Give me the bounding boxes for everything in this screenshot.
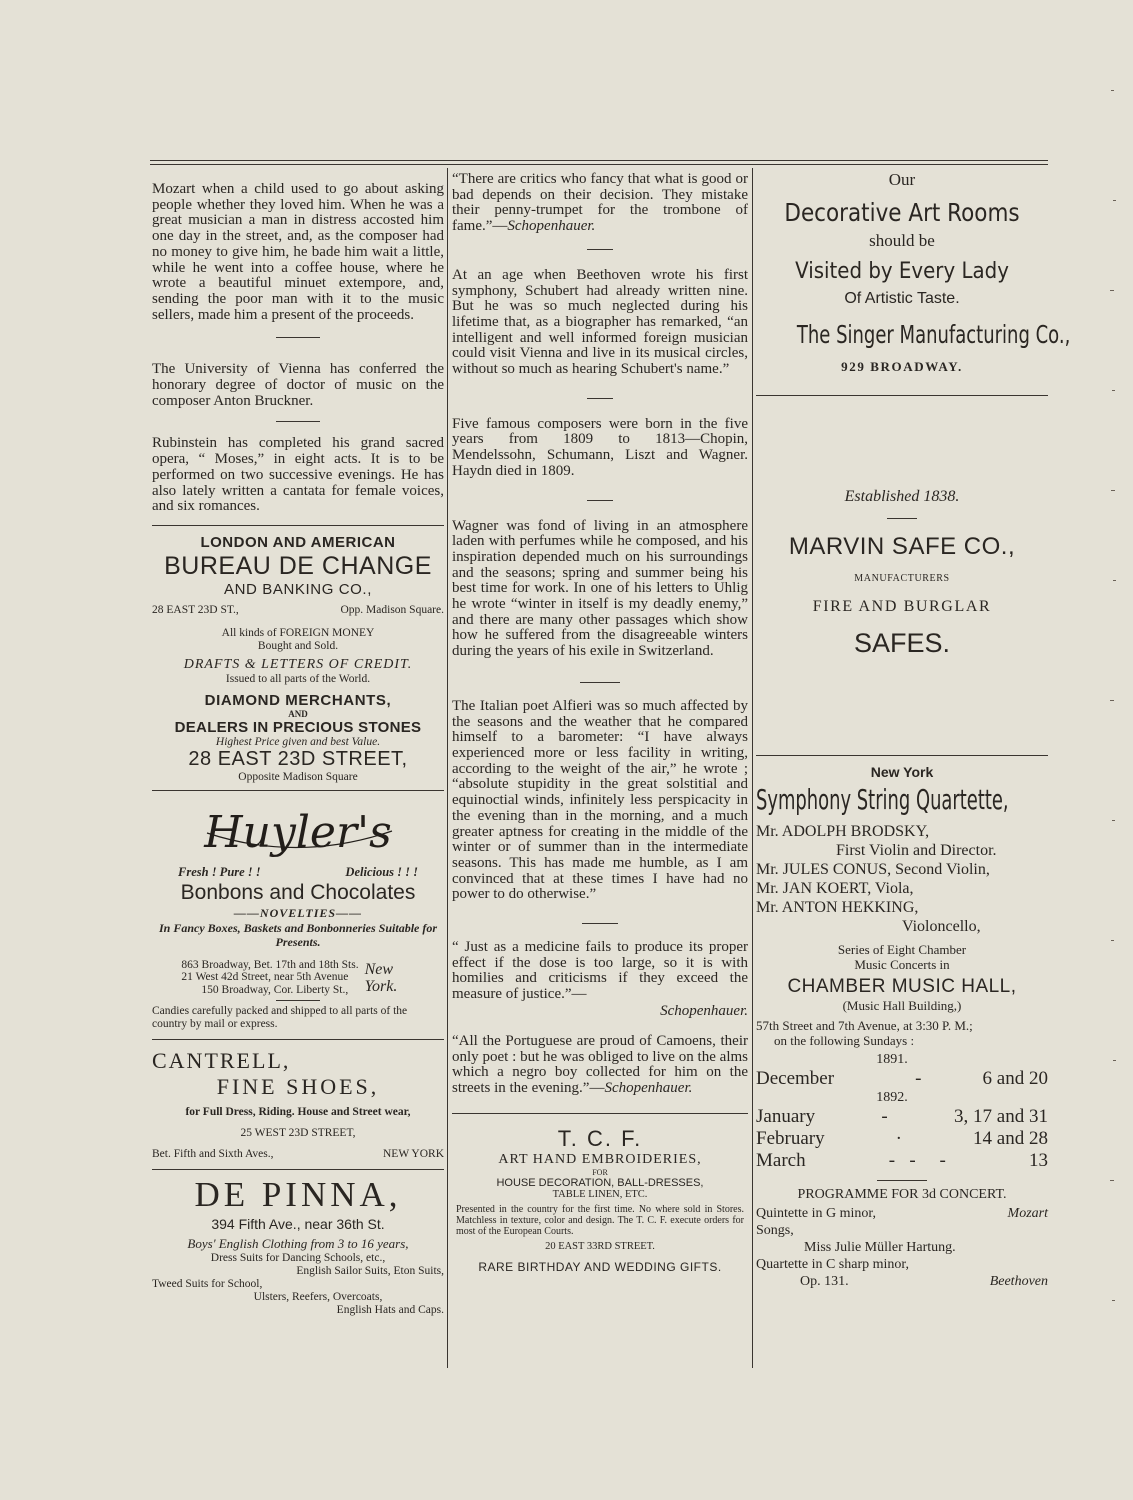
huylers-addresses [152, 959, 444, 997]
de-pinna-ad [152, 1176, 444, 1317]
quartette-ad [756, 756, 1048, 1290]
cantrell-ad [152, 1048, 444, 1161]
tcf-rare: RARE BIRTHDAY AND WEDDING GIFTS. [478, 1259, 722, 1274]
huylers-fancy: In Fancy Boxes, Baskets and Bonbonneries Suitable for Presents. [158, 920, 438, 949]
mozart-paragraph: Mozart when a child used to go about asking people whether they loved him. When he was a great musician a man in distress accosted him one day in the street, and, as the composer had no money to give him, he bade him wait a little, while he went into a coffee house, where he wrote a beautiful minuet extempore, and, sending the poor man with it to the music sellers, made him a present of the proceeds. [152, 181, 444, 323]
bureau-de-change-ad [152, 534, 444, 784]
bureau-address: 28 EAST 23D ST., [152, 603, 239, 616]
year-1891: 1891. [876, 1052, 908, 1067]
critics-attribution: Schopenhauer. [507, 218, 596, 235]
bureau-address-row [152, 604, 444, 617]
bureau-line1: LONDON AND AMERICAN [200, 533, 396, 551]
bureau-line3: AND BANKING CO., [224, 580, 372, 598]
marvin-safe-ad [756, 396, 1048, 659]
bureau-issued: Issued to all parts of the World. [225, 672, 371, 685]
singer-visited: Visited by Every Lady [795, 259, 1009, 284]
huylers-novelties: ——NOVELTIES—— [233, 905, 363, 920]
bureau-opposite: Opp. Madison Square. [340, 603, 444, 616]
ad-rule [152, 525, 444, 526]
marvin-established: Established 1838. [844, 488, 960, 505]
depinna-l4: Ulsters, Reefers, Overcoats, [253, 1291, 383, 1304]
bureau-foreign-money: All kinds of FOREIGN MONEY Bought and Sold. [221, 626, 375, 652]
month-february: February [756, 1128, 825, 1149]
series-line2: Music Concerts in [854, 957, 950, 972]
depinna-name: DE PINNA, [194, 1175, 402, 1215]
ad-rule [452, 1113, 748, 1114]
programme [756, 1205, 1048, 1290]
cantrell-row [152, 1148, 444, 1161]
tcf-address: 20 EAST 33RD STREET. [545, 1240, 655, 1252]
huylers-addr1: 863 Broadway, Bet. 17th and 18th Sts. [181, 958, 359, 971]
huylers-fresh: Fresh ! Pure ! ! [178, 864, 261, 879]
huylers-bonbons: Bonbons and Chocolates [180, 880, 416, 904]
separator [276, 1000, 320, 1001]
bureau-diamond: DIAMOND MERCHANTS, [204, 691, 392, 709]
tcf-house: HOUSE DECORATION, BALL-DRESSES, [496, 1176, 704, 1189]
month-march: March [756, 1150, 806, 1171]
tcf-ad [452, 1126, 748, 1274]
column-divider-1 [447, 168, 448, 1368]
composer-beethoven: Beethoven [989, 1274, 1048, 1289]
huylers-logo-text: Huyler's [204, 806, 392, 858]
portuguese-attribution: Schopenhauer. [604, 1079, 693, 1096]
depinna-l3: Tweed Suits for School, [152, 1278, 263, 1291]
programme-item-3-row [756, 1273, 1048, 1290]
composers-paragraph: Five famous composers were born in the five years from 1809 to 1813—Chopin, Mendelssohn, Schumann, Liszt and Wagner. Haydn died in 1809. [452, 415, 748, 479]
date-row-march: March - - - 13 [756, 1150, 1048, 1171]
concert-time: 57th Street and 7th Avenue, at 3:30 P. M.; [756, 1018, 973, 1033]
tcf-art: ART HAND EMBROIDERIES, [498, 1151, 702, 1167]
depinna-l2: English Sailor Suits, Eton Suits, [296, 1265, 444, 1278]
huylers-ad [152, 803, 444, 1032]
programme-title: PROGRAMME FOR 3d CONCERT. [797, 1187, 1007, 1202]
separator [587, 398, 613, 399]
bureau-highest: Highest Price given and best Value. [215, 735, 381, 748]
date-row-january: January - 3, 17 and 31 [756, 1106, 1048, 1127]
music-hall-building: (Music Hall Building,) [842, 998, 962, 1013]
member-3: Mr. JAN KOERT, Viola, [756, 880, 914, 897]
member-1: Mr. ADOLPH BRODSKY, [756, 823, 930, 840]
programme-quartette: Quartette in C sharp minor, [756, 1257, 910, 1272]
portuguese-text: “All the Portuguese are proud of Camoens, their only poet : but he was obliged to live on the alms which a negro boy collected for him on the streets in the evening.”— [452, 1032, 748, 1096]
tcf-name: T. C. F. [557, 1125, 643, 1151]
separator [582, 923, 618, 924]
huylers-city: New York. [364, 960, 398, 995]
critics-text: “There are critics who fancy that what is good or bad depends on their decision. They mistake their penny-trumpet for the trombone of fame.”— [452, 171, 748, 235]
marvin-safes: SAFES. [853, 628, 951, 658]
beethoven-paragraph: At an age when Beethoven wrote his first symphony, Schubert had already written nine. But he was so much neglected during his lifetime that, as a biographer has remarked, “an intelligent and well informed foreign musician could visit Vienna and live in its musical circles, without so much as hearing Schubert's name.” [452, 266, 748, 378]
singer-address: 929 BROADWAY. [841, 359, 963, 374]
marvin-manufacturers: MANUFACTURERS [854, 573, 950, 584]
portuguese-quote [452, 1034, 748, 1097]
programme-singer: Miss Julie Müller Hartung. [804, 1240, 956, 1255]
series-line1: Series of Eight Chamber [837, 942, 967, 957]
cantrell-name: CANTRELL, [152, 1048, 291, 1074]
huylers-addr3: 150 Broadway, Cor. Liberty St., [201, 983, 349, 996]
march-dates: 13 [1028, 1150, 1048, 1171]
bureau-street: 28 EAST 23D STREET, [188, 747, 408, 770]
programme-opus: Op. 131. [800, 1274, 849, 1289]
separator [887, 518, 917, 519]
tcf-table: TABLE LINEN, ETC. [552, 1188, 648, 1200]
separator [877, 1180, 927, 1181]
page-edge-marks [1107, 60, 1119, 1440]
ad-rule [152, 1039, 444, 1040]
huylers-fresh-row [152, 865, 444, 880]
column-3 [756, 170, 1071, 1290]
bureau-dealers: DEALERS IN PRECIOUS STONES [174, 718, 422, 736]
wagner-paragraph: Wagner was fond of living in an atmosphere laden with perfumes while he composed, and his inspiration depended much on his surroundings and the seasons; spring and summer being his best time for work. In one of his letters to Uhlig he wrote “winter in itself is my deadly enemy,” and there are many other passages which show how he suffered from the disagreeable winters during the years of his exile in Switzerland. [452, 517, 748, 660]
column-1 [152, 182, 444, 1317]
depinna-l5: English Hats and Caps. [336, 1304, 444, 1317]
column-2 [452, 172, 748, 1274]
ad-rule [152, 1169, 444, 1170]
singer-taste: Of Artistic Taste. [844, 290, 960, 307]
huylers-delicious: Delicious ! ! ! [345, 864, 418, 879]
year-1892: 1892. [876, 1090, 908, 1105]
december-dates: 6 and 20 [982, 1068, 1048, 1089]
huylers-script-logo [152, 803, 444, 861]
concert-dates [756, 1052, 1048, 1172]
ad-rule [152, 790, 444, 791]
medicine-attribution: Schopenhauer. [660, 1002, 748, 1019]
huylers-logo [152, 803, 444, 861]
bureau-title: BUREAU DE CHANGE [164, 551, 432, 580]
bureau-and: AND [288, 708, 308, 719]
vienna-paragraph: The University of Vienna has conferred the honorary degree of doctor of music on the composer Anton Bruckner. [152, 361, 444, 409]
separator [587, 500, 613, 501]
tcf-presented: Presented in the country for the first time. No where sold in Stores. Matchless in texture, color and design. The T. C. F. execute orders for most of the European Courts. [456, 1203, 744, 1237]
composer-mozart: Mozart [1007, 1206, 1048, 1221]
month-december: December [756, 1068, 835, 1089]
alfieri-paragraph: The Italian poet Alfieri was so much affected by the seasons and the weather that he compared himself to a barometer: “I have always experienced more or less facility in writing, according to the weight of the air,” he wrote ; “absolute stupidity in the great solstitial and equinoctial winds, infinitely less perspicacity in the evening than in the morning, and a much greater aptness for creating in the middle of the winter or of summer than in the intermediate seasons. This has made me humble, as I am convinced that at these times I have had no power to do otherwise.” [452, 697, 748, 903]
quartette-series [756, 942, 1048, 972]
singer-company: The Singer Manufacturing Co., [796, 320, 1071, 349]
programme-quintette: Quintette in G minor, [756, 1206, 876, 1221]
separator [580, 682, 620, 683]
column-divider-2 [752, 168, 753, 1368]
cantrell-address: 25 WEST 23D STREET, [240, 1127, 356, 1140]
huylers-addr2: 21 West 42d Street, near 5th Avenue [181, 971, 349, 984]
quartette-newyork: New York [870, 764, 934, 780]
quartette-members [756, 822, 1048, 936]
separator [276, 421, 320, 422]
cantrell-dress: for Full Dress, Riding. House and Street wear, [185, 1106, 411, 1119]
singer-decorative: Decorative Art Rooms [784, 198, 1020, 227]
chamber-music-hall: CHAMBER MUSIC HALL, [787, 976, 1017, 997]
singer-our: Our [888, 170, 916, 189]
member-4: Mr. ANTON HEKKING, [756, 899, 919, 916]
date-row-february: February · 14 and 28 [756, 1128, 1048, 1149]
february-dates: 14 and 28 [973, 1128, 1048, 1149]
medicine-quote: “ Just as a medicine fails to produce its proper effect if the dose is too large, so it is with homilies and criticisms if they exceed the measure of justice.”— [452, 939, 748, 1003]
bureau-drafts: DRAFTS & LETTERS OF CREDIT. [183, 656, 413, 672]
critics-quote [452, 172, 748, 235]
january-dates: 3, 17 and 31 [954, 1106, 1048, 1127]
month-january: January [756, 1106, 816, 1127]
member-2: Mr. JULES CONUS, Second Violin, [756, 861, 990, 878]
member-4-role: Violoncello, [902, 918, 981, 935]
quartette-title: Symphony String Quartette, [756, 783, 1009, 816]
cantrell-shoes: FINE SHOES, [216, 1074, 380, 1100]
marvin-fire: FIRE AND BURGLAR [812, 598, 992, 615]
programme-item-1 [756, 1205, 1048, 1222]
cantrell-ny: NEW YORK [382, 1148, 444, 1161]
header-rule-2 [150, 164, 1048, 165]
tcf-for: FOR [592, 1167, 608, 1177]
depinna-boys: Boys' English Clothing from 3 to 16 years, [187, 1236, 409, 1252]
programme-songs: Songs, [756, 1223, 794, 1238]
member-1-role: First Violin and Director. [836, 842, 997, 859]
date-row-december: December - 6 and 20 [756, 1068, 1048, 1089]
cantrell-bet: Bet. Fifth and Sixth Aves., [152, 1148, 274, 1161]
rubinstein-paragraph: Rubinstein has completed his grand sacred opera, “ Moses,” in eight acts. It is to be performed on two successive evenings. He has also lately written a cantata for female voices, and six romances. [152, 435, 444, 515]
separator [587, 249, 613, 250]
huylers-candies: Candies carefully packed and shipped to all parts of the country by mail or express. [152, 1005, 408, 1031]
singer-should: should be [869, 231, 935, 250]
singer-ad [756, 170, 1071, 375]
depinna-l1: Dress Suits for Dancing Schools, etc., [210, 1252, 386, 1265]
concert-sundays: on the following Sundays : [774, 1033, 915, 1048]
depinna-address: 394 Fifth Ave., near 36th St. [211, 1216, 385, 1233]
marvin-name: MARVIN SAFE CO., [788, 533, 1016, 560]
separator [276, 337, 320, 338]
bureau-opposite-madison: Opposite Madison Square [238, 770, 358, 783]
header-rule [150, 160, 1048, 161]
